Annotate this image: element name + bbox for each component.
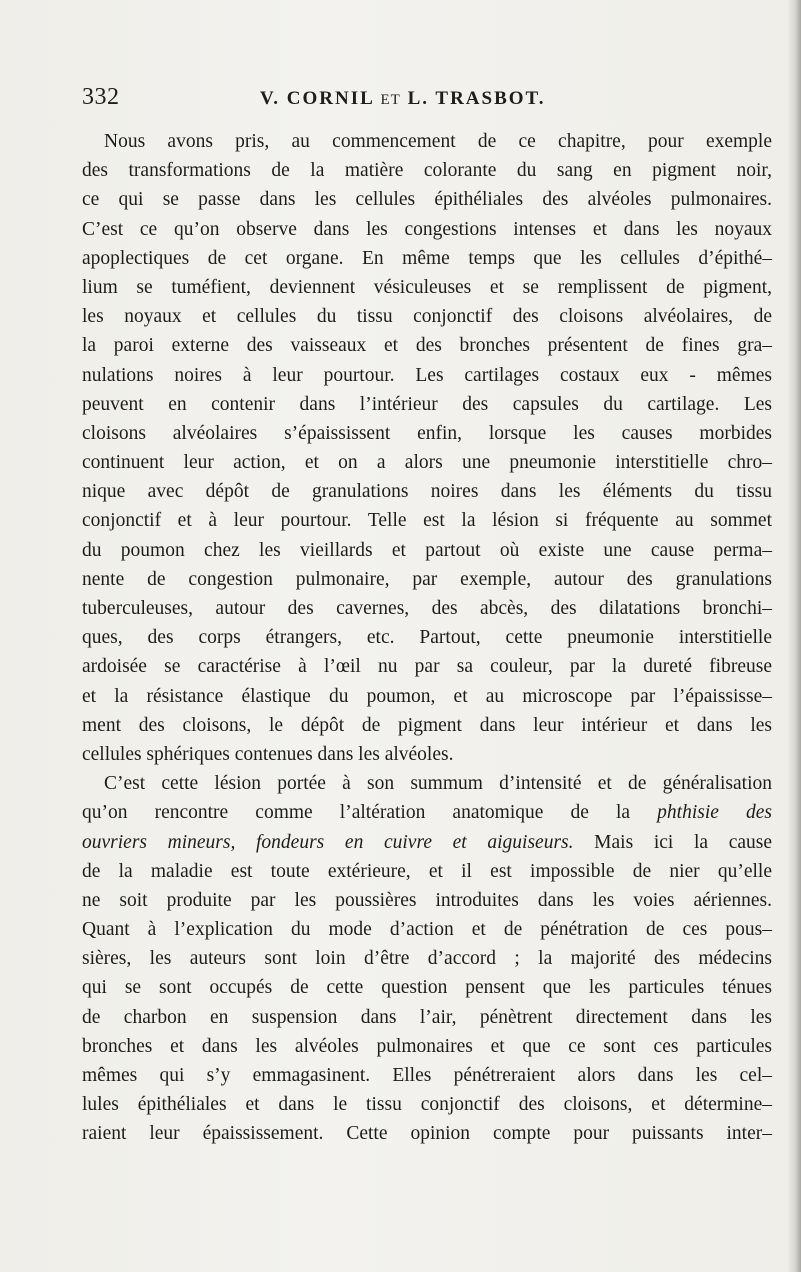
text-line: et la résistance élastique du poumon, et au microscope par l’épaississe– bbox=[82, 685, 772, 707]
text-line: sières, les auteurs sont loin d’être d’accord ; la majorité des médecins bbox=[82, 948, 772, 970]
text-line: Quant à l’explication du mode d’action et de pénétration de ces pous– bbox=[82, 919, 772, 941]
italic-term: ouvriers mineurs, fondeurs en cuivre et aiguiseurs. bbox=[82, 831, 574, 853]
text-line: ne soit produite par les poussières introduites dans les voies aériennes. bbox=[82, 889, 772, 911]
paragraph-1 bbox=[82, 127, 772, 769]
text-line: cellules sphériques contenues dans les alvéoles. bbox=[82, 743, 454, 765]
text-line: peuvent en contenir dans l’intérieur des capsules du cartilage. Les bbox=[82, 393, 772, 415]
text-line: de la maladie est toute extérieure, et il est impossible de nier qu’elle bbox=[82, 860, 772, 882]
text-segment: Mais ici la cause bbox=[573, 831, 772, 853]
text-line: ardoisée se caractérise à l’œil nu par sa couleur, par la dureté fibreuse bbox=[82, 656, 772, 678]
text-line: la paroi externe des vaisseaux et des bronches présentent de fines gra– bbox=[82, 335, 772, 357]
text-line: bronches et dans les alvéoles pulmonaires et que ce sont ces particules bbox=[82, 1035, 772, 1057]
text-line: nique avec dépôt de granulations noires dans les éléments du tissu bbox=[82, 481, 772, 503]
text-line: qui se sont occupés de cette question pensent que les particules ténues bbox=[82, 977, 772, 999]
text-line bbox=[82, 828, 772, 857]
text-line: nulations noires à leur pourtour. Les cartilages costaux eux - mêmes bbox=[82, 364, 772, 386]
paragraph-2 bbox=[82, 769, 772, 1148]
text-line: des transformations de la matière colorante du sang en pigment noir, bbox=[82, 160, 772, 182]
running-head bbox=[260, 88, 546, 110]
text-line: lules épithéliales et dans le tissu conjonctif des cloisons, et détermine– bbox=[82, 1094, 772, 1116]
body-text bbox=[82, 127, 772, 1149]
page-header bbox=[82, 84, 772, 116]
text-line: Nous avons pris, au commencement de ce chapitre, pour exemple bbox=[104, 131, 772, 152]
text-line: ques, des corps étrangers, etc. Partout, cette pneumonie interstitielle bbox=[82, 627, 772, 649]
text-line: tuberculeuses, autour des cavernes, des abcès, des dilatations bronchi– bbox=[82, 598, 772, 619]
text-line: continuent leur action, et on a alors une pneumonie interstitielle chro– bbox=[82, 452, 772, 474]
page-edge-shadow bbox=[787, 0, 801, 1272]
text-line: C’est ce qu’on observe dans les congestions intenses et dans les noyaux bbox=[82, 218, 772, 240]
running-head-author-2: L. TRASBOT. bbox=[407, 88, 546, 109]
running-head-author-1: V. CORNIL bbox=[260, 88, 374, 109]
text-line: lium se tuméfient, deviennent vésiculeuses et se remplissent de pigment, bbox=[82, 276, 772, 298]
text-line: conjonctif et à leur pourtour. Telle est la lésion si fréquente au sommet bbox=[82, 510, 772, 532]
text-line: de charbon en suspension dans l’air, pénètrent directement dans les bbox=[82, 1006, 772, 1028]
italic-term: phthisie des bbox=[657, 802, 772, 824]
text-line: raient leur épaississement. Cette opinion compte pour puissants inter– bbox=[82, 1123, 772, 1145]
text-line: du poumon chez les vieillards et partout où existe une cause perma– bbox=[82, 539, 772, 561]
text-line: les noyaux et cellules du tissu conjonctif des cloisons alvéolaires, de bbox=[82, 306, 772, 328]
text-segment: qu’on rencontre comme l’altération anatomique de la bbox=[82, 802, 658, 824]
text-line: C’est cette lésion portée à son summum d’intensité et de généralisation bbox=[104, 773, 772, 795]
text-line bbox=[82, 798, 772, 827]
text-line: nente de congestion pulmonaire, par exemple, autour des granulations bbox=[82, 568, 772, 590]
text-line: apoplectiques de cet organe. En même temps que les cellules d’épithé– bbox=[82, 247, 772, 269]
page-number: 332 bbox=[82, 84, 120, 110]
text-line: ce qui se passe dans les cellules épithéliales des alvéoles pulmonaires. bbox=[82, 189, 772, 211]
text-line: cloisons alvéolaires s’épaississent enfin, lorsque les causes morbides bbox=[82, 422, 772, 444]
text-line: mêmes qui s’y emmagasinent. Elles pénétreraient alors dans les cel– bbox=[82, 1065, 772, 1086]
running-head-conjunction: ET bbox=[380, 92, 401, 108]
text-line: ment des cloisons, le dépôt de pigment dans leur intérieur et dans les bbox=[82, 714, 772, 736]
